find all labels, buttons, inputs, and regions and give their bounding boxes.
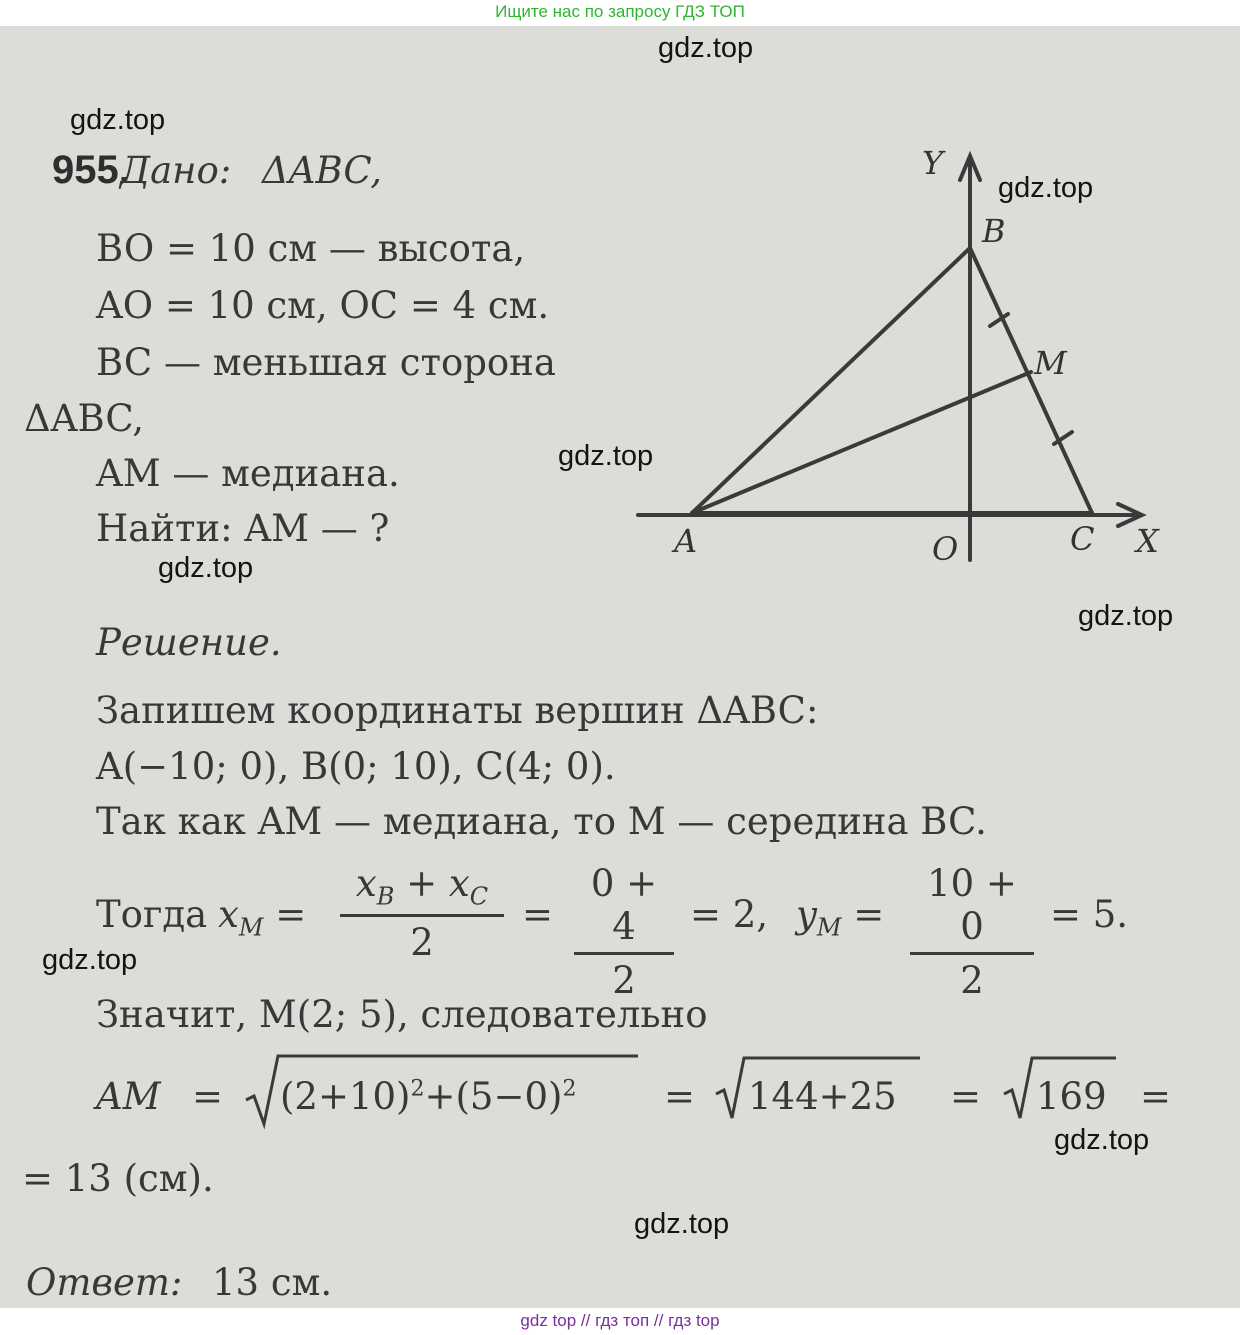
solution-line: Запишем координаты вершин ΔABC:	[96, 689, 819, 732]
triangle-figure	[620, 140, 1180, 580]
watermark: gdz.top	[558, 440, 654, 472]
fraction-xm-values: 0 + 4 2	[574, 862, 674, 1002]
problem-number: 955.	[52, 148, 130, 192]
solution-line: = 13 (см).	[22, 1157, 214, 1200]
am-label: AM	[96, 1075, 161, 1118]
ym-result: = 5.	[1050, 893, 1129, 936]
given-triangle: ΔABC,	[262, 149, 383, 192]
find-line: Найти: AM — ?	[96, 507, 390, 550]
watermark: gdz.top	[42, 944, 138, 976]
watermark: gdz.top	[158, 552, 254, 584]
side-bc	[970, 248, 1092, 513]
answer-value: 13 см.	[212, 1261, 333, 1304]
equals: =	[1140, 1075, 1172, 1118]
bottom-banner: gdz top // гдз топ // гдз top	[0, 1308, 1240, 1335]
label-m: M	[1034, 344, 1067, 382]
median-am	[692, 372, 1031, 513]
given-line: BO = 10 см — высота,	[96, 227, 526, 270]
equals: =	[950, 1075, 982, 1118]
top-banner: Ищите нас по запросу ГДЗ ТОП	[0, 0, 1240, 26]
sqrt-radicand: 169	[1036, 1075, 1107, 1118]
label-o: O	[932, 530, 959, 568]
given-line: AO = 10 см, OC = 4 см.	[96, 284, 550, 327]
label-a: A	[674, 522, 698, 560]
side-ab	[692, 248, 970, 513]
watermark: gdz.top	[70, 104, 166, 136]
label-x: X	[1136, 522, 1159, 560]
fraction-ym: 10 + 0 2	[910, 862, 1034, 1002]
xm-symbol: $x_M$ =	[218, 893, 307, 942]
solution-line: Значит, M(2; 5), следовательно	[96, 993, 708, 1036]
fraction-xm: $x_B + x_C$ 2	[340, 862, 504, 964]
label-c: C	[1070, 520, 1095, 558]
equals: =	[522, 893, 554, 936]
solution-label: Решение.	[96, 621, 282, 664]
solution-line: Так как AM — медиана, то M — середина BC.	[96, 800, 987, 843]
watermark: gdz.top	[1078, 600, 1174, 632]
then-word: Тогда	[96, 893, 208, 936]
answer-label: Ответ:	[26, 1261, 183, 1304]
equals: =	[664, 1075, 696, 1118]
given-label: Дано:	[120, 149, 232, 192]
ym-symbol: $y_M$ =	[796, 893, 885, 942]
solution-line: A(−10; 0), B(0; 10), C(4; 0).	[96, 745, 616, 788]
given-line: AM — медиана.	[96, 452, 400, 495]
equals: =	[192, 1075, 224, 1118]
watermark: gdz.top	[634, 1208, 730, 1240]
given-line: ΔABC,	[24, 397, 145, 440]
watermark: gdz.top	[658, 32, 754, 64]
sqrt-radicand: $(2+10)^2+(5-0)^2$	[280, 1075, 577, 1118]
watermark: gdz.top	[1054, 1124, 1150, 1156]
sqrt-radicand: 144+25	[748, 1075, 897, 1118]
label-b: B	[982, 212, 1006, 250]
label-y: Y	[922, 144, 944, 182]
given-line: BC — меньшая сторона	[96, 341, 556, 384]
watermark: gdz.top	[998, 172, 1094, 204]
xm-result: = 2,	[690, 893, 769, 936]
